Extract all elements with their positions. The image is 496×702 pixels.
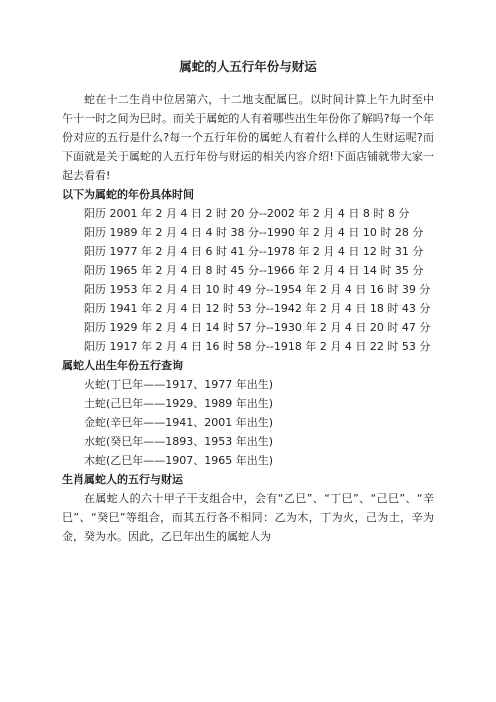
section-heading-years: 以下为属蛇的年份具体时间 (62, 188, 194, 201)
section-heading-fortune: 生肖属蛇人的五行与财运 (62, 473, 183, 486)
year-range-item: 阳历 1917 年 2 月 4 日 16 时 58 分--1918 年 2 月 4 日 22 时 53 分 (84, 340, 431, 353)
element-year-item: 水蛇(癸巳年——1893、1953 年出生) (84, 435, 274, 448)
section-heading-elements: 属蛇人出生年份五行查询 (62, 359, 183, 372)
element-year-item: 土蛇(己巳年——1929、1989 年出生) (84, 397, 274, 410)
year-range-item: 阳历 1941 年 2 月 4 日 12 时 53 分--1942 年 2 月 4 日 18 时 43 分 (84, 302, 431, 315)
year-range-item: 阳历 1989 年 2 月 4 日 4 时 38 分--1990 年 2 月 4 日 10 时 28 分 (84, 226, 424, 239)
year-range-item: 阳历 1953 年 2 月 4 日 10 时 49 分--1954 年 2 月 4 日 16 时 39 分 (84, 283, 431, 296)
document-title: 属蛇的人五行年份与财运 (179, 59, 317, 74)
year-range-item: 阳历 2001 年 2 月 4 日 2 时 20 分--2002 年 2 月 4 日 8 时 8 分 (84, 207, 410, 220)
year-range-item: 阳历 1977 年 2 月 4 日 6 时 41 分--1978 年 2 月 4 日 12 时 31 分 (84, 245, 424, 258)
fortune-paragraph: 在属蛇人的六十甲子干支组合中，会有“乙巳”、“丁巳”、“己巳”、“辛巳”、“癸巳”等组合，而其五行各不相同：乙为木，丁为火，己为土，辛为金，癸为水。因此，乙巳年出生的属蛇人为 (62, 492, 434, 543)
intro-paragraph: 蛇在十二生肖中位居第六，十二地支配属巳。以时间计算上午九时至中午十一时之间为巳时。而关于属蛇的人有着哪些出生年份你了解吗?每一个年份对应的五行是什么?每一个五行年份的属蛇人有着什么样的人生财运呢?而下面就是关于属蛇的人五行年份与财运的相关内容介绍!下面店铺就带大家一起去看看! (62, 93, 434, 182)
year-range-item: 阳历 1965 年 2 月 4 日 8 时 45 分--1966 年 2 月 4 日 14 时 35 分 (84, 264, 424, 277)
element-year-item: 火蛇(丁巳年——1917、1977 年出生) (84, 378, 274, 391)
year-range-item: 阳历 1929 年 2 月 4 日 14 时 57 分--1930 年 2 月 4 日 20 时 47 分 (84, 321, 431, 334)
element-year-item: 金蛇(辛巳年——1941、2001 年出生) (84, 416, 274, 429)
element-year-item: 木蛇(乙巳年——1907、1965 年出生) (84, 454, 274, 467)
